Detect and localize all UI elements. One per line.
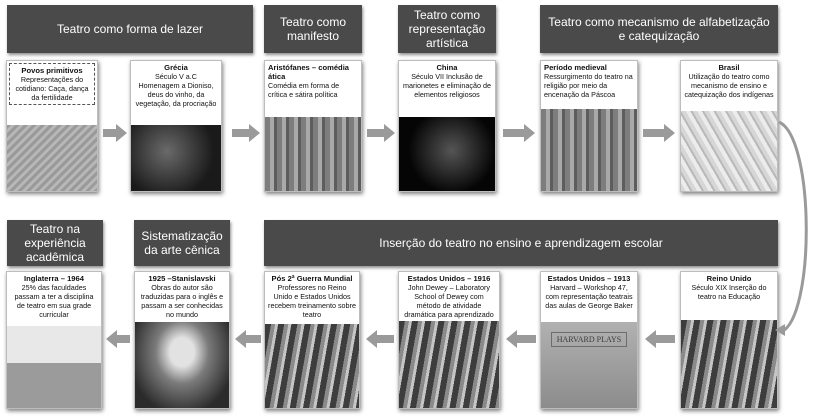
card-description: Utilização do teatro como mecanismo de ensino e catequização dos indígenas bbox=[684, 72, 774, 99]
card-pos-guerra bbox=[264, 271, 360, 409]
card-description: Comédia em forma de crítica e sátira política bbox=[268, 81, 340, 99]
card-title: Inglaterra – 1964 bbox=[24, 274, 84, 283]
card-text bbox=[541, 272, 637, 312]
card-text bbox=[131, 61, 221, 110]
card-title: 1925 –Stanislavski bbox=[148, 274, 216, 283]
book-cover-title: HARVARD PLAYS bbox=[551, 332, 627, 347]
card-medieval bbox=[540, 60, 638, 192]
card-text bbox=[265, 61, 361, 101]
card-description: John Dewey – Laboratory School of Dewey com método de atividade dramática para aprendizado bbox=[404, 283, 494, 319]
card-description: 25% das faculdades passam a ter a disciplina de teatro em sua grade curricular bbox=[14, 283, 94, 319]
card-title: Brasil bbox=[718, 63, 740, 72]
arrow-right-3-icon bbox=[367, 124, 395, 142]
arrow-left-4-icon bbox=[235, 330, 261, 348]
card-text bbox=[9, 63, 95, 105]
card-description: Harvard – Workshop 47, com representação teatrais das aulas de George Baker bbox=[545, 283, 633, 310]
students-photo-image bbox=[681, 320, 777, 408]
card-title: Estados Unidos – 1913 bbox=[547, 274, 631, 283]
card-description: Século VII Inclusão de marionetes e eliminação de elementos religiosos bbox=[403, 72, 491, 99]
card-description: Representações do cotidiano: Caça, dança da fertilidade bbox=[15, 75, 89, 102]
teachers-photo-image bbox=[265, 324, 359, 408]
card-description: Obras do autor são traduzidas para o inglês e passam a ser conhecidas no mundo bbox=[140, 283, 224, 319]
classroom-photo-image bbox=[399, 320, 499, 408]
card-eua-1916 bbox=[398, 271, 500, 409]
dionysus-painting-image bbox=[131, 125, 221, 191]
curved-connector-icon bbox=[775, 118, 815, 338]
catechesis-drawing-image bbox=[681, 111, 777, 191]
card-eua-1913 bbox=[540, 271, 638, 409]
arrow-right-5-icon bbox=[643, 124, 675, 142]
banner-sistematizacao: Sistematização da arte cênica bbox=[134, 220, 230, 266]
card-povos-primitivos bbox=[6, 60, 98, 192]
card-title: Pós 2ª Guerra Mundial bbox=[271, 274, 353, 283]
card-text bbox=[7, 272, 101, 321]
card-title: Povos primitivos bbox=[21, 66, 83, 75]
arrow-right-4-icon bbox=[503, 124, 535, 142]
card-description: Século V a.C Homenagem a Dioniso, deus do vinho, da vegetação, da procriação bbox=[135, 72, 217, 108]
card-title: Aristófanes – comédia ática bbox=[268, 63, 350, 81]
card-description: Ressurgimento do teatro na religião por meio da encenação da Páscoa bbox=[544, 72, 633, 99]
greek-theatre-image bbox=[265, 117, 361, 191]
card-china bbox=[398, 60, 496, 192]
card-title: Grécia bbox=[164, 63, 188, 72]
cave-painting-image bbox=[7, 125, 97, 191]
card-title: Período medieval bbox=[544, 63, 607, 72]
card-text bbox=[399, 61, 495, 101]
card-brasil bbox=[680, 60, 778, 192]
card-inglaterra bbox=[6, 271, 102, 409]
card-text bbox=[135, 272, 229, 321]
arrow-left-5-icon bbox=[106, 330, 130, 348]
card-title: China bbox=[436, 63, 458, 72]
card-grecia bbox=[130, 60, 222, 192]
card-aristofanes bbox=[264, 60, 362, 192]
card-text bbox=[681, 272, 777, 303]
arrow-left-1-icon bbox=[645, 330, 675, 348]
shadow-puppet-image bbox=[399, 117, 495, 191]
banner-alfabetizacao: Teatro como mecanismo de alfabetização e catequização bbox=[540, 5, 778, 53]
stanislavski-portrait-image bbox=[135, 322, 229, 408]
banner-manifesto: Teatro como manifesto bbox=[264, 5, 362, 53]
arrow-left-2-icon bbox=[506, 330, 536, 348]
card-text bbox=[399, 272, 499, 321]
card-description: Século XIX Inserção do teatro na Educação bbox=[691, 283, 767, 301]
university-building-image bbox=[7, 326, 101, 408]
card-title: Estados Unidos – 1916 bbox=[407, 274, 491, 283]
card-reino-unido bbox=[680, 271, 778, 409]
card-title: Reino Unido bbox=[706, 274, 752, 283]
banner-academica: Teatro na experiência acadêmica bbox=[7, 220, 103, 266]
card-description: Professores no Reino Unido e Estados Unidos recebem treinamento sobre teatro bbox=[268, 283, 356, 319]
card-text bbox=[265, 272, 359, 321]
card-stanislavski bbox=[134, 271, 230, 409]
medieval-painting-image bbox=[541, 109, 637, 191]
arrow-left-3-icon bbox=[366, 330, 394, 348]
banner-lazer: Teatro como forma de lazer bbox=[7, 5, 253, 53]
arrow-right-2-icon bbox=[232, 124, 260, 142]
card-text bbox=[541, 61, 637, 101]
arrow-right-1-icon bbox=[103, 124, 127, 142]
banner-insercao: Inserção do teatro no ensino e aprendizagem escolar bbox=[264, 220, 778, 266]
book-cover-image bbox=[541, 322, 637, 408]
card-text bbox=[681, 61, 777, 101]
banner-artistica: Teatro como representação artística bbox=[398, 5, 496, 53]
